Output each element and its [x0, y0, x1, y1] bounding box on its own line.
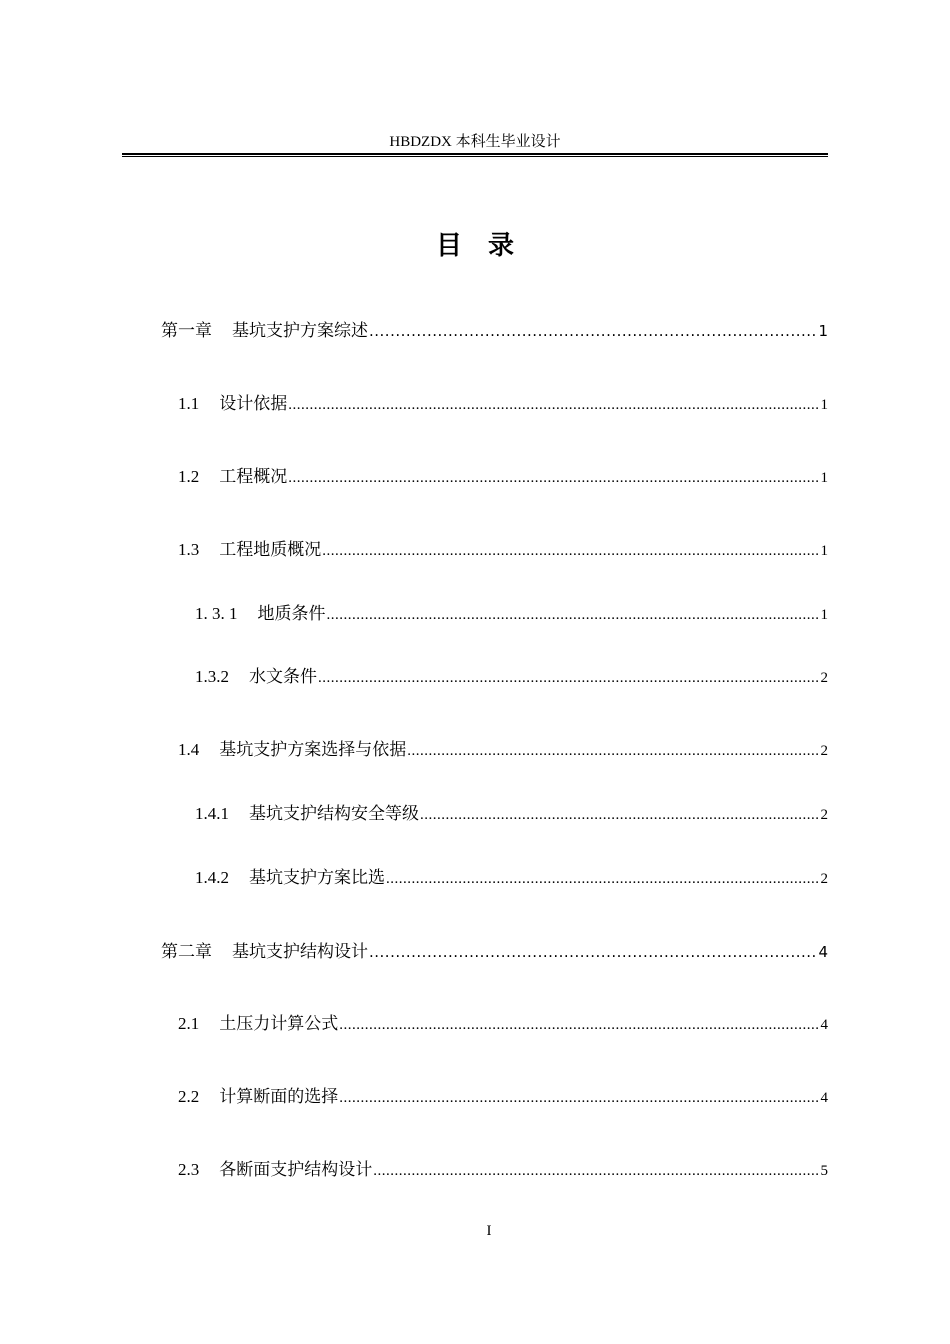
toc-dot-leader	[339, 1013, 819, 1036]
toc-entry-chapter-1[interactable]	[161, 320, 828, 342]
toc-entry-label: 设计依据	[219, 394, 288, 413]
toc-entry-label: 工程地质概况	[219, 540, 322, 559]
toc-entry-page: 1	[820, 543, 828, 559]
toc-entry-page: 4	[820, 1090, 828, 1106]
toc-entry-1-3[interactable]	[178, 539, 828, 562]
toc-entry-2-3[interactable]	[178, 1159, 828, 1182]
toc-entry-page: 1	[820, 607, 828, 623]
toc-entry-number: 2.3	[178, 1160, 200, 1179]
toc-entry-label: 基坑支护结构安全等级	[249, 804, 419, 823]
toc-dot-leader	[386, 867, 820, 890]
footer-page-number: I	[486, 1223, 492, 1239]
toc-entry-number: 1.4	[178, 740, 200, 759]
toc-entry-number: 1.3.2	[195, 667, 229, 686]
header-rule-thick	[122, 153, 828, 155]
toc-entry-2-1[interactable]	[178, 1013, 828, 1036]
toc-entry-number: 2.2	[178, 1087, 200, 1106]
toc-entry-label: 地质条件	[257, 604, 326, 623]
toc-entry-page: 1	[820, 397, 828, 413]
toc-entry-1-4[interactable]	[178, 739, 828, 762]
toc-entry-page: 2	[820, 871, 828, 887]
toc-entry-page: 2	[820, 670, 828, 686]
toc-entry-page: 5	[820, 1163, 828, 1179]
toc-entry-page: 4	[820, 1017, 828, 1033]
toc-entry-1-1[interactable]	[178, 393, 828, 416]
toc-dot-leader	[420, 803, 820, 826]
toc-entry-number: 第一章	[161, 321, 212, 341]
toc-entry-label: 基坑支护方案比选	[249, 868, 385, 887]
toc-dot-leader	[318, 666, 820, 689]
toc-dot-leader	[369, 320, 817, 342]
toc-title: 目录	[435, 231, 540, 261]
toc-dot-leader	[373, 1159, 819, 1182]
toc-entry-number: 第二章	[161, 942, 212, 962]
toc-entry-page: 1	[820, 470, 828, 486]
toc-entry-page: 4	[818, 943, 828, 961]
toc-entry-1-4-1[interactable]	[195, 803, 828, 826]
toc-entry-1-3-1[interactable]	[195, 603, 828, 626]
toc-entry-label: 基坑支护结构设计	[232, 942, 368, 962]
toc-entry-number: 1.4.2	[195, 868, 229, 887]
toc-entry-number: 1.1	[178, 394, 200, 413]
toc-dot-leader	[288, 393, 819, 416]
toc-entry-number: 1.4.1	[195, 804, 229, 823]
toc-entry-number: 1.2	[178, 467, 200, 486]
toc-entry-page: 1	[818, 322, 828, 340]
toc-entry-label: 计算断面的选择	[219, 1087, 339, 1106]
toc-entry-number: 1.3	[178, 540, 200, 559]
toc-entry-label: 各断面支护结构设计	[219, 1160, 373, 1179]
toc-dot-leader	[322, 539, 819, 562]
toc-entry-label: 水文条件	[249, 667, 317, 686]
toc-entry-label: 工程概况	[219, 467, 288, 486]
toc-entry-page: 2	[820, 807, 828, 823]
toc-entry-label: 基坑支护方案选择与依据	[219, 740, 407, 759]
header-rule-thin	[122, 156, 828, 157]
toc-dot-leader	[339, 1086, 819, 1109]
toc-dot-leader	[327, 603, 820, 626]
toc-entry-label: 土压力计算公式	[219, 1014, 339, 1033]
toc-entry-1-4-2[interactable]	[195, 867, 828, 890]
toc-entry-chapter-2[interactable]	[161, 941, 828, 963]
toc-entry-1-3-2[interactable]	[195, 666, 828, 689]
toc-dot-leader	[369, 941, 817, 963]
toc-entry-label: 基坑支护方案综述	[232, 321, 368, 341]
toc-entry-number: 2.1	[178, 1014, 200, 1033]
toc-dot-leader	[407, 739, 819, 762]
toc-entry-number: 1. 3. 1	[195, 604, 238, 623]
toc-entry-page: 2	[820, 743, 828, 759]
toc-entry-2-2[interactable]	[178, 1086, 828, 1109]
header-text: HBDZDX 本科生毕业设计	[389, 134, 561, 150]
toc-entry-1-2[interactable]	[178, 466, 828, 489]
toc-dot-leader	[288, 466, 819, 489]
